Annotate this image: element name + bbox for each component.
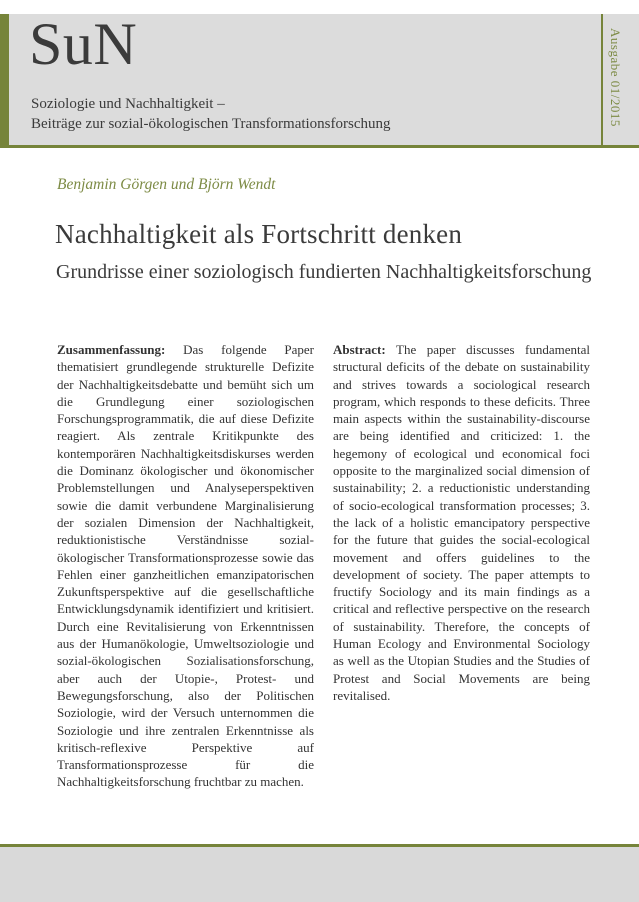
abstract-english-label: Abstract: <box>333 342 386 357</box>
header-accent-bar <box>0 14 9 145</box>
journal-header <box>0 11 639 145</box>
journal-subtitle-line2: Beiträge zur sozial-ökologischen Transformationsforschung <box>31 116 391 132</box>
abstract-english-text: The paper discusses fundamental structural deficits of the debate on sustainability and strives towards a sociological research program, which responds to these deficits. Three main aspects within the sustainability-discourse are being identified and criticized: 1. the hegemony of ecological und economical foci opposite to the marginalized social dimension of sustainability; 2. a reductionistic understanding of socio-ecological transformation processes; 3. the lack of a holistic emancipatory perspective for the future that guides the social-ecological movement and offers guidelines to the development of society. The paper attempts to fructify Sociology and its main findings as a critical and reflective perspective on the research of sustainability. Therefore, the concepts of Human Ecology and Environmental Sociology as well as the Utopian Studies and the Studies of Protest and Social Movements are being revitalised. <box>333 342 590 703</box>
journal-logo: SuN <box>29 11 138 77</box>
abstract-columns <box>57 341 590 791</box>
journal-subtitle <box>31 94 391 134</box>
issue-label: Ausgabe 01/2015 <box>608 28 623 127</box>
authors-line: Benjamin Görgen und Björn Wendt <box>57 176 276 193</box>
abstract-english <box>333 341 590 791</box>
footer-band <box>0 847 639 902</box>
abstract-german-label: Zusammenfassung: <box>57 342 166 357</box>
article-subtitle: Grundrisse einer soziologisch fundierten Nachhaltigkeitsforschung <box>56 261 592 283</box>
issue-divider-line <box>601 14 603 145</box>
abstract-german <box>57 341 314 791</box>
article-title: Nachhaltigkeit als Fortschritt denken <box>55 219 463 249</box>
abstract-german-text: Das folgende Paper thematisiert grundlegende strukturelle Defizite der Nachhaltigkeitsdebatte und bemüht sich um die Grundlegung einer soziologischen Forschungsprogrammatik, die auf diese Defizite reagiert. Als zentrale Kritikpunkte des kontemporären Nachhaltigkeitsdiskurses werden die Dominanz ökologischer und ökonomischer Problemstellungen und Analyseperspektiven sowie die damit verbundene Marginalisierung der sozialen Dimension der Nachhaltigkeit, reduktionistische Verständnisse sozial-ökologischer Transformationsprozesse sowie das Fehlen einer ganzheitlichen emanzipatorischen Zukunftsperspektive auf die gesellschaftliche Entwicklungsdynamik identifiziert und kritisiert. Durch eine Revitalisierung von Erkenntnissen aus der Humanökologie, Umweltsoziologie und sozial-ökologischen Sozialisationsforschung, aber auch der Utopie-, Protest- und Bewegungsforschung, also der Politischen Soziologie, wird der Versuch unternommen die Soziologie und ihre zentralen Erkenntnisse als kritisch-reflexive Perspektive auf Transformationsprozesse für die Nachhaltigkeitsforschung fruchtbar zu machen. <box>57 342 314 790</box>
header-bottom-rule <box>0 145 639 148</box>
journal-subtitle-line1: Soziologie und Nachhaltigkeit – <box>31 96 225 112</box>
